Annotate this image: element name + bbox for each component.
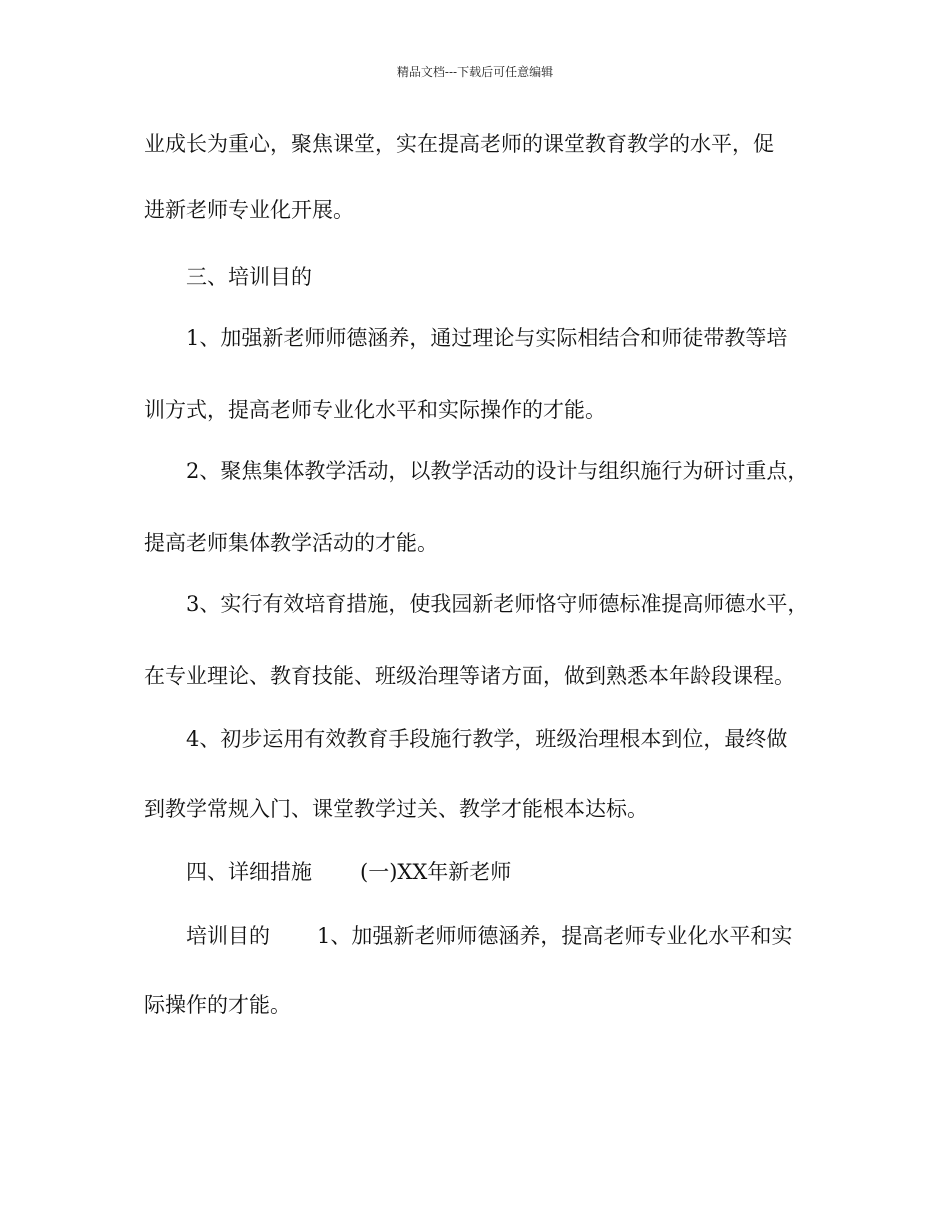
section-heading-3: 三、培训目的 [186, 265, 312, 289]
body-line-8: 3、实行有效培育措施，使我园新老师恪守师德标准提高师德水平， [186, 592, 809, 616]
body-line-1: 业成长为重心，聚焦课堂，实在提高老师的课堂教育教学的水平，促 [144, 132, 774, 156]
body-line-10: 4、初步运用有效教育手段施行教学，班级治理根本到位，最终做 [186, 727, 788, 751]
body-line-2: 进新老师专业化开展。 [144, 198, 354, 222]
body-line-7: 提高老师集体教学活动的才能。 [144, 531, 438, 555]
body-line-11: 到教学常规入门、课堂教学过关、教学才能根本达标。 [144, 797, 648, 821]
section-4-subheading: (一)XX年新老师 [360, 860, 512, 884]
training-line [186, 922, 792, 950]
section-4-heading: 四、详细措施 [186, 860, 312, 884]
training-label: 培训目的 [186, 924, 270, 948]
page-header: 精品文档---下载后可任意编辑 [396, 65, 554, 79]
training-text: 1、加强新老师师德涵养，提高老师专业化水平和实 [317, 924, 793, 948]
section-heading-4 [186, 858, 511, 886]
body-line-4: 1、加强新老师师德涵养，通过理论与实际相结合和师徒带教等培 [186, 326, 788, 350]
body-line-5: 训方式，提高老师专业化水平和实际操作的才能。 [144, 398, 606, 422]
body-line-last: 际操作的才能。 [144, 993, 291, 1017]
body-line-6: 2、聚焦集体教学活动，以教学活动的设计与组织施行为研讨重点， [186, 459, 809, 483]
body-line-9: 在专业理论、教育技能、班级治理等诸方面，做到熟悉本年龄段课程。 [144, 664, 795, 688]
